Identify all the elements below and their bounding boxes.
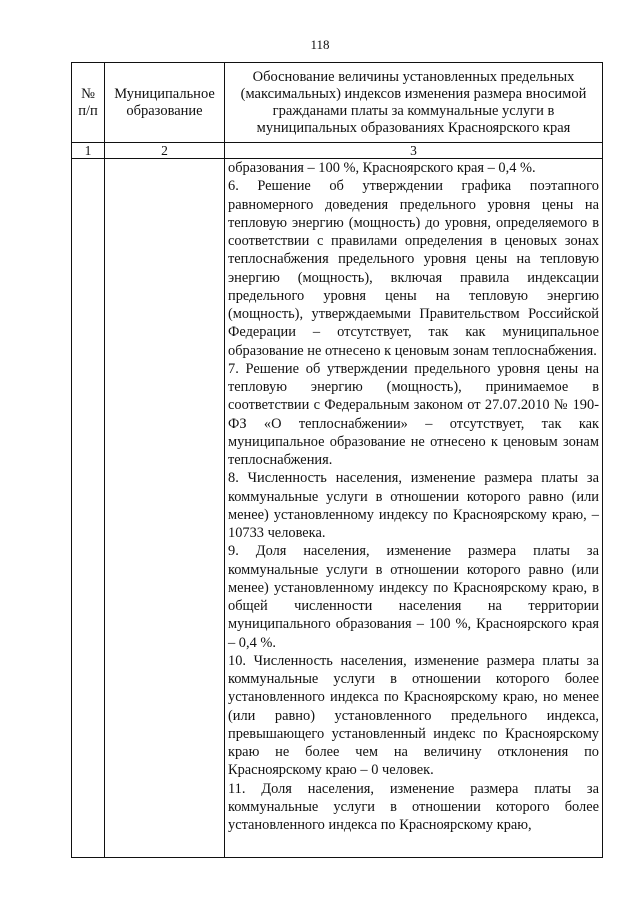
table-header-row xyxy=(72,63,603,143)
paragraph: 11. Доля населения, изменение размера платы за коммунальные услуги в отношении которого более установленного индекса по Красноярскому краю, xyxy=(228,780,599,833)
paragraph: 6. Решение об утверждении графика поэтапного равномерного доведения предельного уровня цены на тепловую энергию (мощность) до уровня, определяемого в соответствии с правилами определения в ценовых зонах теплоснабжения предельного уровня цены на тепловую энергию (мощность), включая правила индексации предельного уровня цены на тепловую энергию (мощность), утверждаемыми Правительством Российской Федерации – отсутствует, так как муниципальное образование не отнесено к ценовым зонам теплоснабжения. xyxy=(228,178,599,359)
table-row xyxy=(72,159,603,858)
column-number-row xyxy=(72,143,603,159)
paragraph: 10. Численность населения, изменение размера платы за коммунальные услуги в отношении которого более установленного индекса по Красноярскому краю, но менее (или равно) установленного предельного индекса, превышающего установленный индекс по Красноярскому краю не более чем на величину отклонения по Красноярскому краю – 0 человек. xyxy=(228,652,599,779)
paragraph: 9. Доля населения, изменение размера платы за коммунальные услуги в отношении которого равно (или менее) установленному индексу по Красноярскому краю, в общей численности населения на территории муниципального образования – 100 %, Красноярского края – 0,4 %. xyxy=(228,543,599,651)
column-number: 3 xyxy=(225,143,603,159)
header-num: № п/п xyxy=(72,63,105,143)
justification-cell xyxy=(225,159,603,858)
paragraph: 7. Решение об утверждении предельного уровня цены на тепловую энергию (мощность), принимаемое в соответствии с Федеральным законом от 27.07.2010 № 190-ФЗ «О теплоснабжении» – отсутствует, так как муниципальное образование не отнесено к ценовым зонам теплоснабжения. xyxy=(228,360,599,468)
column-number: 2 xyxy=(105,143,225,159)
municipality-cell xyxy=(105,159,225,858)
justification-table xyxy=(71,62,603,858)
paragraph: 8. Численность населения, изменение размера платы за коммунальные услуги в отношении которого равно (или менее) установленному индексу по Красноярскому краю, – 10733 человека. xyxy=(228,470,599,541)
num-cell xyxy=(72,159,105,858)
header-justification: Обоснование величины установленных предельных (максимальных) индексов изменения размера вносимой гражданами платы за коммунальные услуги в муниципальных образованиях Красноярского края xyxy=(225,63,603,143)
paragraph: образования – 100 %, Красноярского края – 0,4 %. xyxy=(228,160,536,176)
page-number: 118 xyxy=(310,37,330,52)
column-number: 1 xyxy=(72,143,105,159)
header-municipality: Муниципальное образование xyxy=(105,63,225,143)
